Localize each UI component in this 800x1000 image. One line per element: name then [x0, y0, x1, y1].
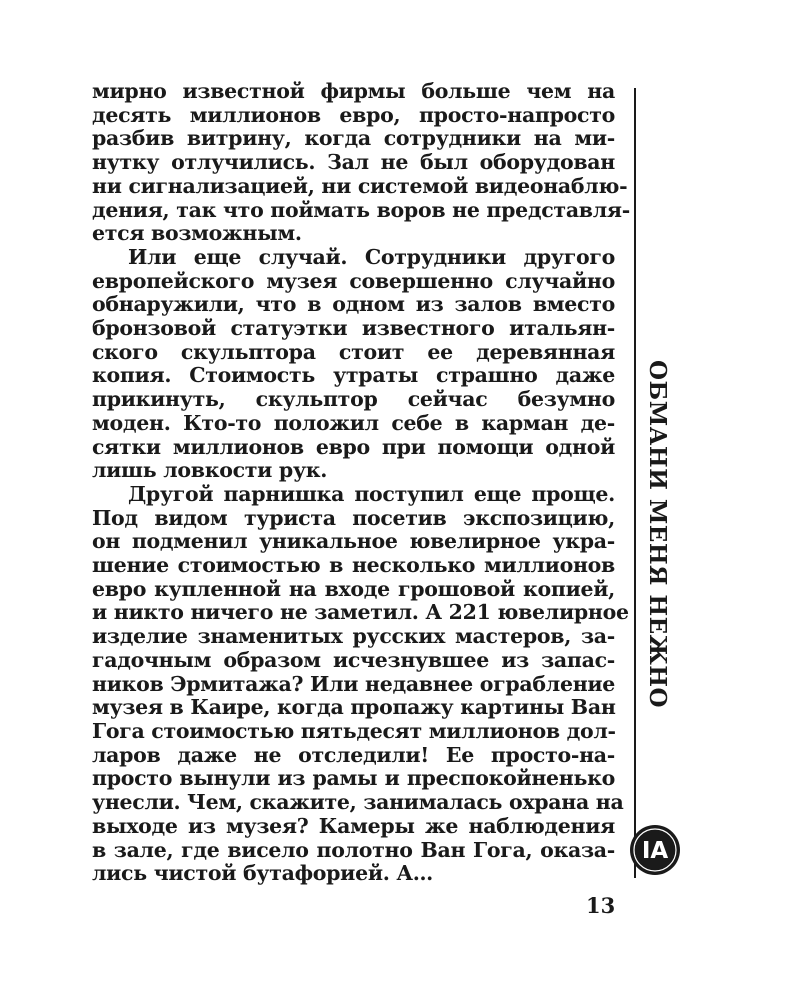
running-title: ОБМАНИ МЕНЯ НЕЖНО: [644, 360, 671, 709]
text-line: шение стоимостью в несколько миллионов: [92, 553, 615, 578]
text-line: мирно известной фирмы больше чем на: [92, 79, 615, 103]
text-line: разбив витрину, когда сотрудники на ми-: [92, 126, 615, 151]
text-line: музея в Каире, когда пропажу картины Ван: [92, 695, 616, 720]
text-line: нутку отлучились. Зал не был оборудован: [92, 150, 615, 175]
text-line: десять миллионов евро, просто-напросто: [92, 102, 615, 127]
text-line: Гога стоимостью пятьдесят миллионов дол-: [92, 718, 616, 743]
text-line: ларов даже не отследили! Ее просто-на-: [92, 742, 615, 767]
text-line: изделие знаменитых русских мастеров, за-: [92, 624, 615, 649]
paragraph-2: [92, 246, 615, 483]
text-line: Другой парнишка поступил еще проще.: [128, 481, 615, 506]
text-line: в зале, где висело полотно Ван Гога, оказа-: [92, 837, 615, 862]
text-line: унесли. Чем, скажите, занималась охрана на: [92, 790, 624, 815]
text-line: выходе из музея? Камеры же наблюдения: [92, 813, 615, 838]
text-line: обнаружили, что в одном из залов вместо: [92, 292, 615, 317]
text-line: лишь ловкости рук.: [92, 458, 328, 483]
text-line: копия. Стоимость утраты страшно даже: [92, 363, 615, 388]
text-line: европейского музея совершенно случайно: [92, 268, 615, 293]
text-line: ников Эрмитажа? Или недавнее ограбление: [92, 671, 616, 696]
text-line: Под видом туриста посетив экспозицию,: [92, 505, 615, 530]
publisher-logo-icon: [629, 824, 681, 876]
text-line: и никто ничего не заметил. А 221 ювелирное: [92, 600, 629, 625]
text-line: просто вынули из рамы и преспокойненько: [92, 766, 615, 791]
paragraph-3: [92, 481, 629, 886]
text-line: лись чистой бутафорией. А…: [92, 861, 434, 886]
margin-rule: [634, 88, 636, 878]
text-line: Или еще случай. Сотрудники другого: [128, 244, 615, 269]
text-line: моден. Кто-то положил себе в карман де-: [92, 410, 615, 435]
paragraph-1: [92, 79, 630, 246]
text-line: сятки миллионов евро при помощи одной: [92, 434, 615, 459]
text-line: бронзовой статуэтки известного итальян-: [92, 316, 615, 341]
text-line: он подменил уникальное ювелирное укра-: [92, 529, 615, 554]
text-line: дения, так что поймать воров не представля-: [92, 197, 630, 222]
text-line: евро купленной на входе грошовой копией,: [92, 576, 615, 601]
text-line: ни сигнализацией, ни системой видеонаблю-: [92, 173, 628, 198]
page-number: 13: [586, 893, 616, 918]
text-line: гадочным образом исчезнувшее из запас-: [92, 647, 615, 672]
text-line: ского скульптора стоит ее деревянная: [92, 339, 615, 364]
body-text: [92, 79, 630, 886]
text-line: прикинуть, скульптор сейчас безумно: [92, 387, 615, 412]
logo-text: IA: [641, 838, 669, 864]
text-line: ется возможным.: [92, 221, 302, 246]
